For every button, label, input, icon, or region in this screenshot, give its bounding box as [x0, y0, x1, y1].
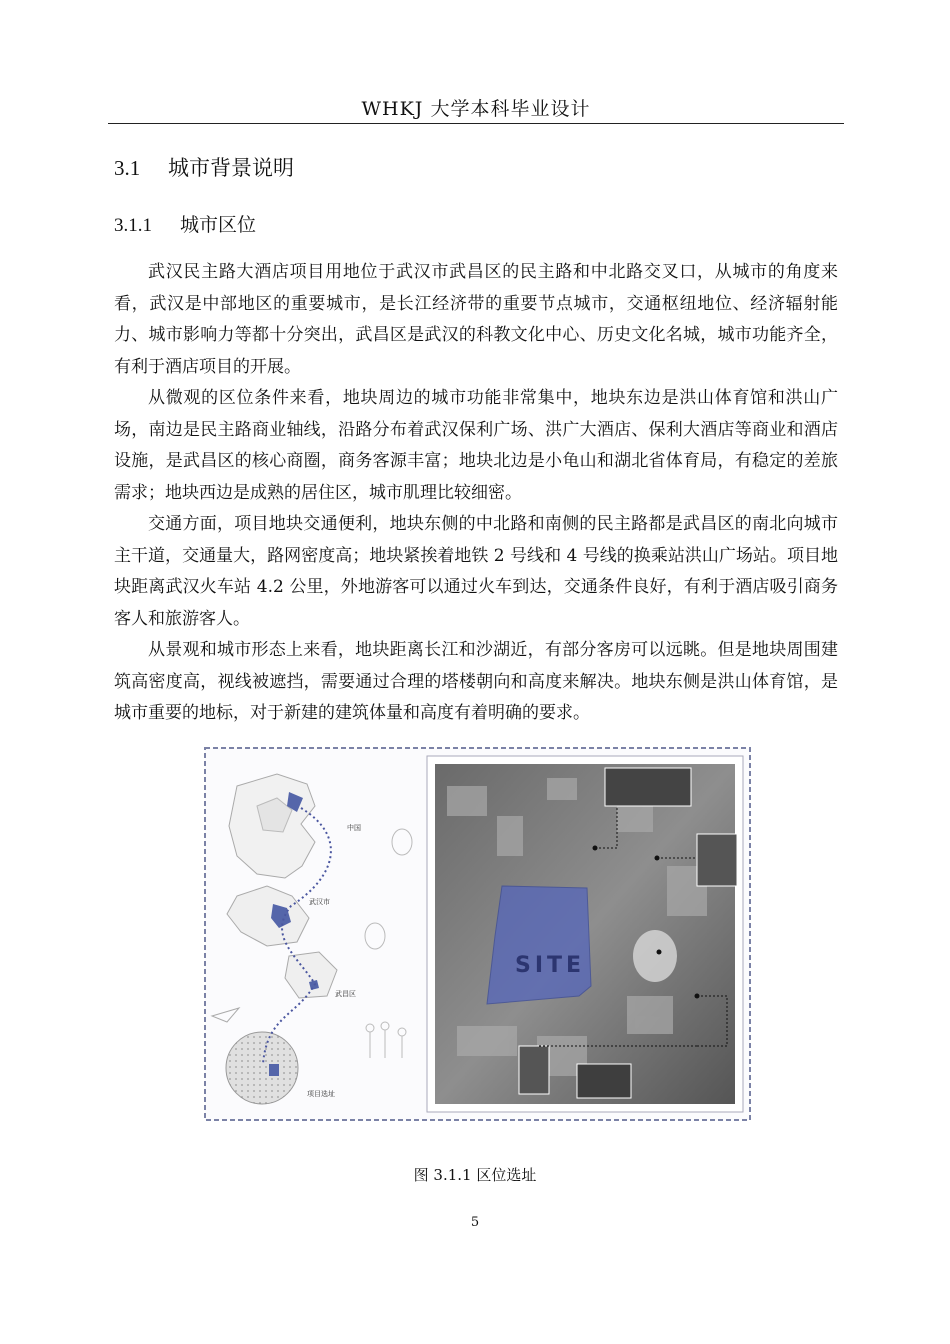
section-heading — [114, 152, 294, 182]
page-number: 5 — [470, 1215, 480, 1230]
page-header: WHKJ 大学本科毕业设计 — [361, 98, 591, 120]
callout-photo — [577, 1064, 631, 1098]
callout-photo — [519, 1046, 549, 1094]
site-circle-map — [226, 1032, 298, 1104]
section-title: 城市背景说明 — [168, 156, 294, 180]
callout-photo — [605, 768, 691, 806]
header-rule — [108, 123, 844, 124]
location-figure — [197, 746, 755, 1131]
site-area — [487, 886, 591, 1004]
paragraph: 武汉民主路大酒店项目用地位于武汉市武昌区的民主路和中北路交叉口，从城市的角度来看，武汉是中部地区的重要城市，是长江经济带的重要节点城市，交通枢纽地位、经济辐射能力、城市影响力等都十分突出，武昌区是武汉的科教文化中心、历史文化名城，城市功能齐全，有利于酒店项目的开展。 — [114, 262, 838, 377]
label-wuchang: 武昌区 — [335, 990, 356, 998]
subsection-number: 3.1.1 — [114, 215, 152, 236]
paragraph: 交通方面，项目地块交通便利，地块东侧的中北路和南侧的民主路都是武昌区的南北向城市主干道，交通量大，路网密度高；地块紧挨着地铁 2 号线和 4 号线的换乘站洪山广场站。项目地块距离武汉火车站 4.2 公里，外地游客可以通过火车到达，交通条件良好，有利于酒店吸引商务客人和旅游客人。 — [114, 514, 838, 629]
site-label: SITE — [515, 953, 586, 978]
label-wuhan: 武汉市 — [309, 898, 330, 906]
subsection-title: 城市区位 — [180, 214, 257, 236]
label-china: 中国 — [347, 824, 361, 832]
callout-photo — [697, 834, 737, 886]
section-number: 3.1 — [114, 156, 141, 180]
label-site-selection: 项目选址 — [307, 1090, 335, 1098]
subsection-heading — [114, 210, 256, 237]
body-text — [114, 257, 838, 730]
paragraph: 从微观的区位条件来看，地块周边的城市功能非常集中，地块东边是洪山体育馆和洪山广场，南边是民主路商业轴线，沿路分布着武汉保利广场、洪广大酒店、保利大酒店等商业和酒店设施，是武昌区的核心商圈，商务客源丰富；地块北边是小龟山和湖北省体育局，有稳定的差旅需求；地块西边是成熟的居住区，城市肌理比较细密。 — [114, 388, 838, 503]
paragraph: 从景观和城市形态上来看，地块距离长江和沙湖近，有部分客房可以远眺。但是地块周围建筑高密度高，视线被遮挡，需要通过合理的塔楼朝向和高度来解决。地块东侧是洪山体育馆，是城市重要的地标，对于新建的建筑体量和高度有着明确的要求。 — [114, 640, 838, 723]
figure-caption: 图 3.1.1 区位选址 — [413, 1166, 537, 1184]
